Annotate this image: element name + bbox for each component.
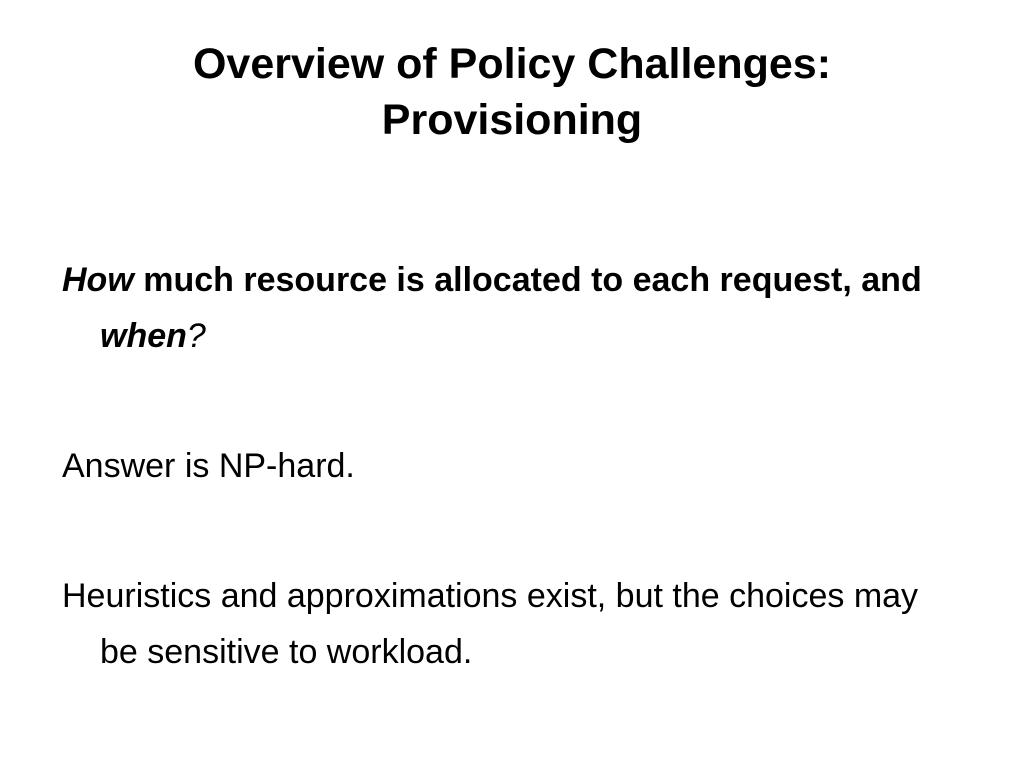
paragraph-question xyxy=(62,252,942,364)
title-line-2: Provisioning xyxy=(381,96,643,144)
emphasis-how: How xyxy=(62,261,134,299)
slide-body xyxy=(62,252,942,754)
slide-title xyxy=(80,36,944,148)
title-line-1: Overview of Policy Challenges: xyxy=(192,40,832,88)
paragraph-heuristics: Heuristics and approximations exist, but the choices may be sensitive to workload. xyxy=(62,577,919,671)
emphasis-when: when xyxy=(100,317,187,355)
question-mark: ? xyxy=(186,317,206,355)
paragraph-np-hard: Answer is NP-hard. xyxy=(62,447,355,485)
question-text: much resource is allocated to each request, and xyxy=(133,261,922,299)
